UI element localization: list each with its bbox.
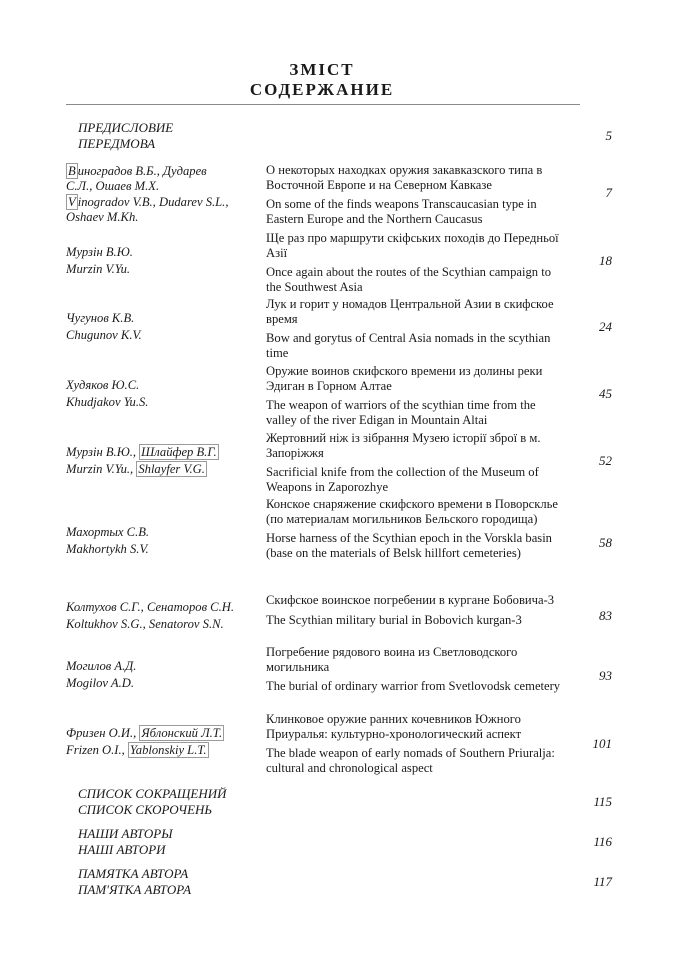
abbreviations-label-uk: СПИСОК СКОРОЧЕНЬ [78, 802, 213, 817]
page-title-ru: СОДЕРЖАНИЕ [249, 80, 395, 99]
entry-titles [266, 364, 566, 427]
toc-our-authors[interactable] [78, 826, 612, 858]
author-en-2: Yablonskiy L.T. [129, 742, 207, 757]
authors-en: Murzin V.Yu. [66, 261, 131, 276]
entry-authors [66, 245, 262, 276]
preface-label-ru: ПРЕДИСЛОВИЕ [78, 120, 174, 135]
our-authors-page: 116 [593, 834, 612, 849]
authors-en [66, 195, 246, 224]
author-en-1: Murzin V.Yu., [66, 461, 137, 476]
title-en: The Scythian military burial in Bobovich kurgan-3 [266, 612, 522, 627]
title-en: The blade weapon of early nomads of Southern Priuralja: cultural and chronological aspect [266, 746, 555, 775]
memo-label-ru: ПАМЯТКА АВТОРА [78, 866, 189, 881]
title-en: On some of the finds weapons Transcaucasian type in Eastern Europe and the Northern Caucasus [266, 197, 537, 226]
author-ru-1: Фризен О.И., [66, 726, 140, 740]
title-en: Once again about the routes of the Scythian campaign to the Southwest Asia [266, 265, 552, 294]
memo-page: 117 [593, 874, 612, 889]
title-ru: Погребение рядового воина из Светловодского могильника [266, 645, 518, 674]
authors-ru: Худяков Ю.С. [66, 378, 140, 392]
entry-authors [66, 525, 262, 556]
title-ru: Оружие воинов скифского времени из долины реки Эдиган в Горном Алтае [266, 364, 543, 393]
entry-authors [66, 311, 262, 342]
memo-label-uk: ПАМ'ЯТКА АВТОРА [78, 882, 192, 897]
authors-en-text: inogradov V.B., Dudarev S.L., Oshaev M.Kh. [66, 195, 229, 224]
entry-authors [66, 726, 262, 757]
authors-ru: Мурзін В.Ю. [66, 245, 133, 259]
author-ru-2: Яблонский Л.Т. [141, 726, 223, 740]
our-authors-label-uk: НАШІ АВТОРИ [78, 842, 166, 857]
entry-page: 101 [592, 736, 612, 751]
authors-en: Makhortykh S.V. [66, 541, 149, 556]
authors-en: Mogilov A.D. [66, 675, 134, 690]
preface-label-uk: ПЕРЕДМОВА [78, 136, 156, 151]
author-box: V [68, 195, 76, 209]
entry-titles [266, 431, 566, 494]
entry-page: 93 [599, 668, 612, 683]
toc-preface[interactable] [78, 120, 612, 152]
authors-en: Chugunov K.V. [66, 327, 142, 342]
authors-ru: Колтухов С.Г., Сенаторов С.Н. [66, 600, 234, 614]
author-ru-2: Шлайфер В.Г. [141, 445, 217, 459]
title-en: Horse harness of the Scythian epoch in the Vorskla basin (base on the materials of Belsk hillfort cemeteries) [266, 531, 552, 560]
entry-page: 52 [599, 453, 612, 468]
authors-ru-text: иноградов В.Б., Дударев С.Л., Ошаев М.Х. [66, 164, 207, 193]
entry-page: 18 [599, 253, 612, 268]
author-ru-1: Мурзін В.Ю., [66, 445, 140, 459]
entry-titles [266, 712, 566, 775]
authors-ru [66, 164, 216, 193]
entry-page: 83 [599, 608, 612, 623]
authors-en [66, 462, 262, 477]
title-en: Bow and gorytus of Central Asia nomads in the scythian time [266, 331, 551, 360]
authors-ru [66, 445, 262, 460]
authors-ru: Чугунов К.В. [66, 311, 135, 325]
entry-titles [266, 297, 566, 360]
title-ru: Ще раз про маршрути скіфських походів до Передньої Азії [266, 231, 559, 260]
title-divider [66, 104, 580, 105]
authors-ru: Могилов А.Д. [66, 659, 137, 673]
title-en: The weapon of warriors of the scythian time from the valley of the river Edigan in Mountain Altai [266, 398, 536, 427]
title-en: The burial of ordinary warrior from Svetlovodsk cemetery [266, 679, 561, 693]
author-box: В [68, 164, 76, 178]
entry-authors [66, 164, 262, 224]
author-en-1: Frizen O.I., [66, 742, 128, 757]
authors-en [66, 743, 262, 758]
toc-abbreviations[interactable] [78, 786, 612, 818]
title-ru: Жертовний ніж із зібрання Музею історії зброї в м. Запоріжжя [266, 431, 541, 460]
entry-titles [266, 593, 566, 627]
preface-page: 5 [605, 128, 612, 143]
entry-authors [66, 600, 262, 631]
entry-page: 24 [599, 319, 612, 334]
abbreviations-label-ru: СПИСОК СОКРАЩЕНИЙ [78, 786, 227, 801]
author-en-2: Shlayfer V.G. [138, 461, 205, 476]
title-ru: Скифское воинское погребении в кургане Бобовича-3 [266, 593, 555, 607]
title-en: Sacrificial knife from the collection of the Museum of Weapons in Zaporozhye [266, 465, 539, 494]
title-ru: Лук и горит у номадов Центральной Азии в скифское время [266, 297, 554, 326]
entry-page: 7 [605, 185, 612, 200]
entry-page: 45 [599, 386, 612, 401]
authors-en: Koltukhov S.G., Senatorov S.N. [66, 616, 224, 631]
entry-titles [266, 497, 566, 560]
page-title-uk: ЗМІСТ [289, 60, 355, 79]
title-ru: Клинковое оружие ранних кочевников Южного Приуралья: культурно-хронологический аспект [266, 712, 522, 741]
abbreviations-page: 115 [593, 794, 612, 809]
entry-titles [266, 231, 566, 294]
title-ru: О некоторых находках оружия закавказского типа в Восточной Европе и на Северном Кавказе [266, 163, 543, 192]
entry-titles [266, 163, 566, 226]
title-ru: Конское снаряжение скифского времени в Поворсклье (по материалам могильников Бельского городища) [266, 497, 558, 526]
entry-titles [266, 645, 566, 694]
entry-authors [66, 378, 262, 409]
toc-author-memo[interactable] [78, 866, 612, 898]
entry-authors [66, 659, 262, 690]
authors-ru: Махортых С.В. [66, 525, 150, 539]
authors-en: Khudjakov Yu.S. [66, 394, 149, 409]
authors-ru [66, 726, 262, 741]
entry-authors [66, 445, 262, 476]
our-authors-label-ru: НАШИ АВТОРЫ [78, 826, 173, 841]
entry-page: 58 [599, 535, 612, 550]
